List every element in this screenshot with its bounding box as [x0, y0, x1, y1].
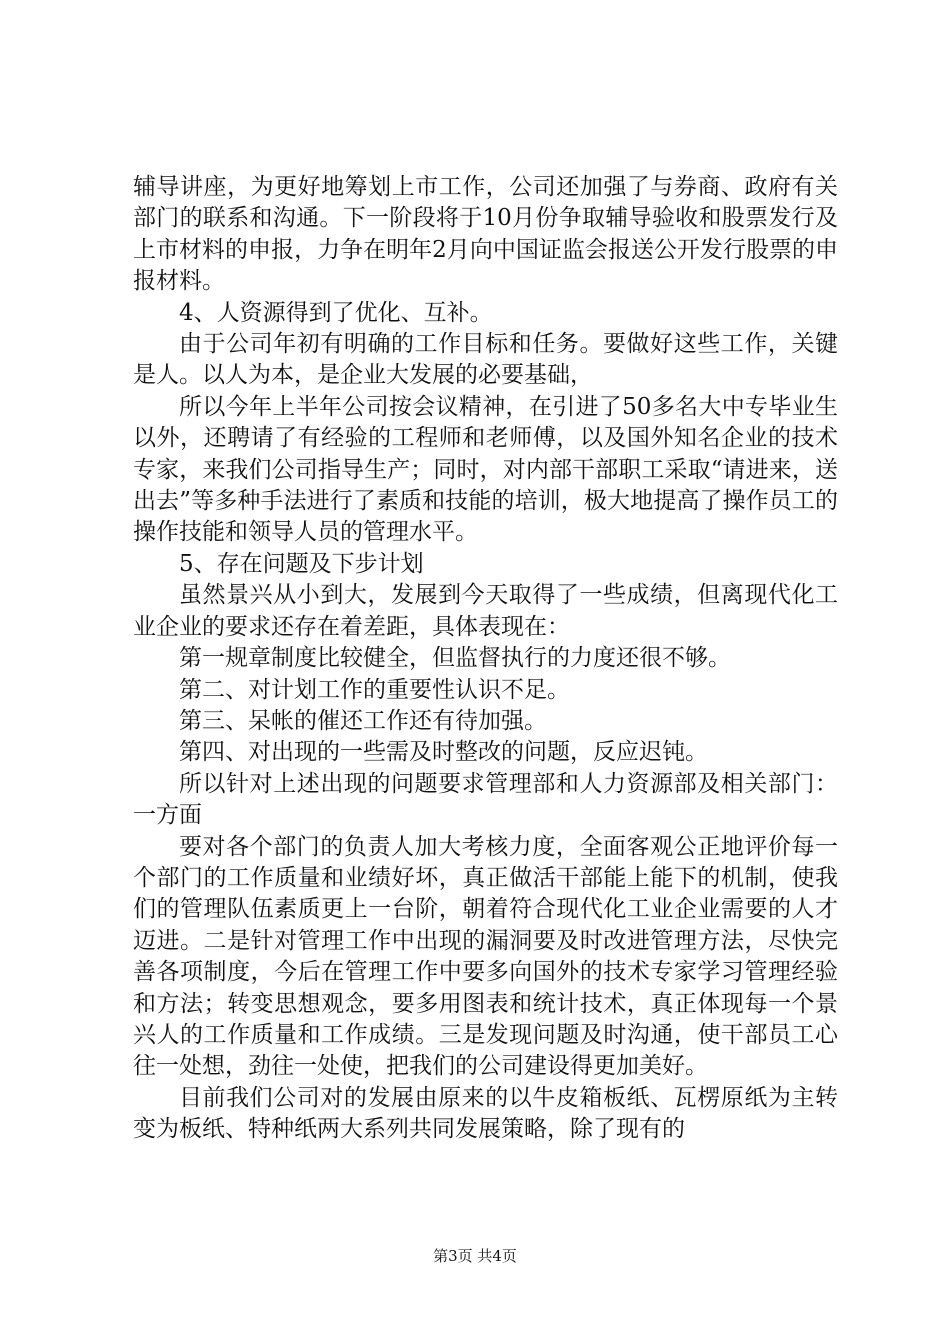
- paragraph: 辅导讲座，为更好地筹划上市工作，公司还加强了与券商、政府有关部门的联系和沟通。下一阶段将于10月份争取辅导验收和股票发行及上市材料的申报，力争在明年2月向中国证监会报送公开发行股票的申报材料。: [133, 174, 838, 295]
- paragraph: 虽然景兴从小到大，发展到今天取得了一些成绩，但离现代化工业企业的要求还存在着差距，具体表现在：: [133, 582, 838, 640]
- paragraph: 第三、呆帐的催还工作还有待加强。: [179, 707, 547, 734]
- paragraph: 由于公司年初有明确的工作目标和任务。要做好这些工作，关键是人。以人为本，是企业大发展的必要基础，: [133, 331, 838, 389]
- paragraph: 5、存在问题及下步计划: [179, 550, 424, 577]
- document-body: [133, 172, 838, 1146]
- page-number-footer: 第3页 共4页: [433, 1247, 517, 1265]
- paragraph: 第二、对计划工作的重要性认识不足。: [179, 676, 570, 703]
- paragraph: 第一规章制度比较健全，但监督执行的力度还很不够。: [179, 645, 731, 672]
- paragraph: 所以针对上述出现的问题要求管理部和人力资源部及相关部门：一方面: [133, 770, 838, 829]
- paragraph: 要对各个部门的负责人加大考核力度，全面客观公正地评价每一个部门的工作质量和业绩好坏，真正做活干部能上能下的机制，使我们的管理队伍素质更上一台阶，朝着符合现代化工业企业需要的人才迈进。二是针对管理工作中出现的漏洞要及时改进管理方法，尽快完善各项制度，今后在管理工作中要多向国外的技术专家学习管理经验和方法；转变思想观念，要多用图表和统计技术，真正体现每一个景兴人的工作质量和工作成绩。三是发现问题及时沟通，使干部员工心往一处想，劲往一处使，把我们的公司建设得更加美好。: [133, 833, 838, 1080]
- paragraph: 目前我们公司对的发展由原来的以牛皮箱板纸、瓦楞原纸为主转变为板纸、特种纸两大系列共同发展策略，除了现有的: [133, 1084, 838, 1143]
- paragraph: 所以今年上半年公司按会议精神，在引进了50多名大中专毕业生以外，还聘请了有经验的工程师和老师傅，以及国外知名企业的技术专家，来我们公司指导生产；同时，对内部干部职工采取“请进来，送出去”等多种手法进行了素质和技能的培训，极大地提高了操作员工的操作技能和领导人员的管理水平。: [133, 393, 838, 546]
- paragraph: 4、人资源得到了优化、互补。: [179, 299, 493, 326]
- paragraph: 第四、对出现的一些需及时整改的问题，反应迟钝。: [179, 739, 708, 766]
